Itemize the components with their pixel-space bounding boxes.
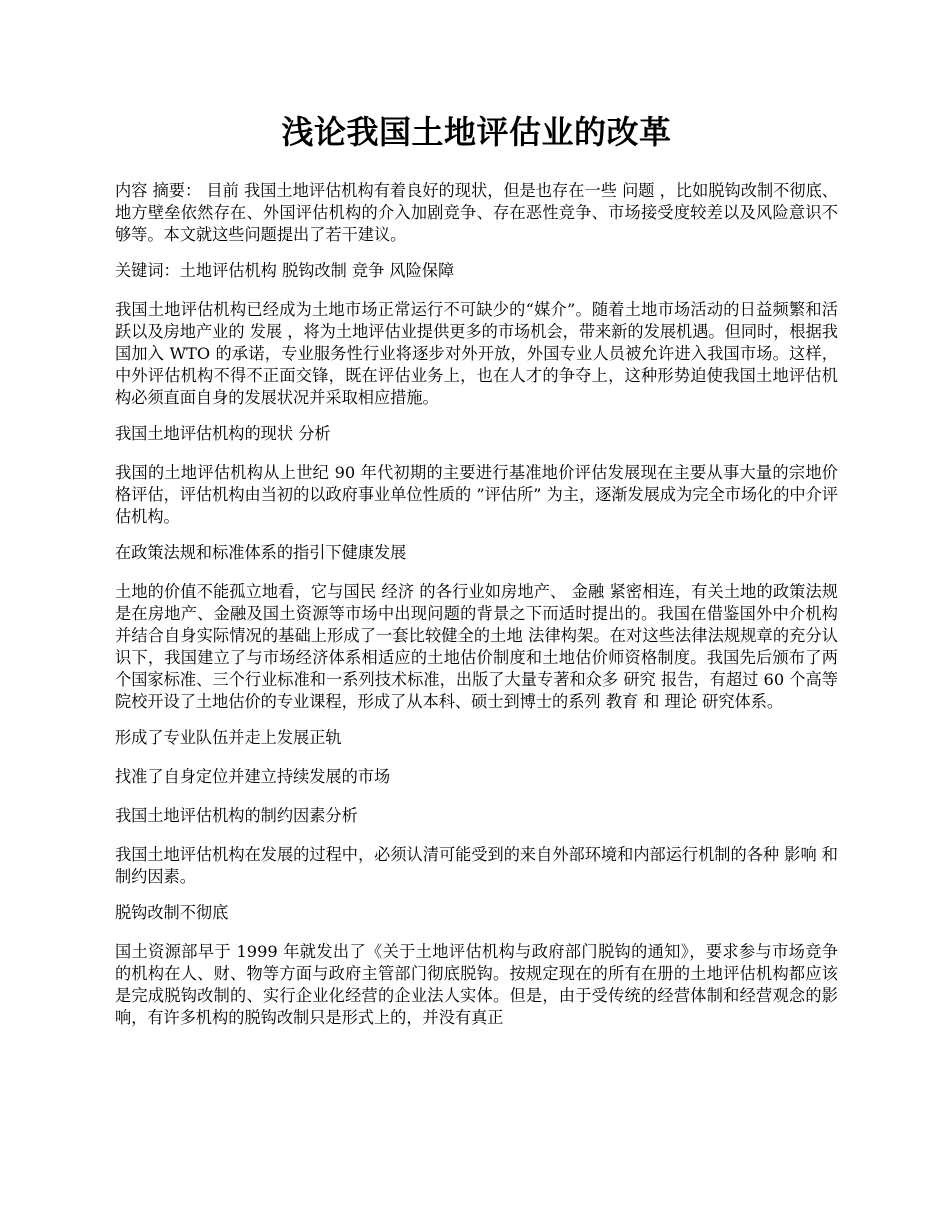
abstract-paragraph: 内容 摘要： 目前 我国土地评估机构有着良好的现状，但是也存在一些 问题 ，比如脱钩改制不彻底、地方壁垒依然存在、外国评估机构的介入加剧竞争、存在恶性竞争、市场接受度较差以及风险意识不够等。本文就这些问题提出了若干建议。 — [115, 181, 838, 244]
section-heading-constraints: 我国土地评估机构的制约因素分析 — [115, 806, 358, 825]
policy-paragraph: 土地的价值不能孤立地看，它与国民 经济 的各行业如房地产、 金融 紧密相连，有关土地的政策法规是在房地产、金融及国土资源等市场中出现问题的背景之下而适时提出的。我国在借鉴国外中介机构并结合自身实际情况的基础上形成了一套比较健全的土地 法律构架。在对这些法律法规规章的充分认识下，我国建立了与市场经济体系相适应的土地估价制度和土地估价师资格制度。我国先后颁布了两个国家标准、三个行业标准和一系列技术标准，出版了大量专著和众多 研究 报告，有超过 60 个高等院校开设了土地估价的专业课程，形成了从本科、硕士到博士的系列 教育 和 理论 研究体系。 — [115, 582, 838, 711]
status-paragraph: 我国的土地评估机构从上世纪 90 年代初期的主要进行基准地价评估发展现在主要从事大量的宗地价格评估，评估机构由当初的以政府事业单位性质的 ”评估所” 为主，逐渐发展成为完全市场化的中介评估机构。 — [115, 463, 838, 526]
section-heading-status: 我国土地评估机构的现状 分析 — [115, 424, 331, 443]
intro-paragraph: 我国土地评估机构已经成为土地市场正常运行不可缺少的“媒介”。随着土地市场活动的日益频繁和活跃以及房地产业的 发展 ，将为土地评估业提供更多的市场机会，带来新的发展机遇。但同时，根据我国加入 WTO 的承诺，专业服务性行业将逐步对外开放，外国专业人员被允许进入我国市场。这样，中外评估机构不得不正面交锋，既在评估业务上，也在人才的争夺上，这种形势迫使我国土地评估机构必须直面自身的发展状况并采取相应措施。 — [115, 300, 838, 407]
document-title: 浅论我国土地评估业的改革 — [281, 113, 672, 151]
subheading-market: 找准了自身定位并建立持续发展的市场 — [115, 767, 391, 786]
subheading-policy: 在政策法规和标准体系的指引下健康发展 — [115, 543, 407, 562]
constraints-paragraph: 我国土地评估机构在发展的过程中，必须认清可能受到的来自外部环境和内部运行机制的各种 影响 和制约因素。 — [115, 845, 838, 886]
subheading-team: 形成了专业队伍并走上发展正轨 — [115, 728, 342, 747]
decoupling-paragraph: 国土资源部早于 1999 年就发出了《关于土地评估机构与政府部门脱钩的通知》，要求参与市场竞争的机构在人、财、物等方面与政府主管部门彻底脱钩。按规定现在的所有在册的土地评估机构都应该是完成脱钩改制的、实行企业化经营的企业法人实体。但是，由于受传统的经营体制和经营观念的影响，有许多机构的脱钩改制只是形式上的，并没有真正 — [115, 942, 838, 1027]
subheading-decoupling: 脱钩改制不彻底 — [115, 903, 229, 922]
keywords-line: 关键词：土地评估机构 脱钩改制 竞争 风险保障 — [115, 261, 455, 280]
